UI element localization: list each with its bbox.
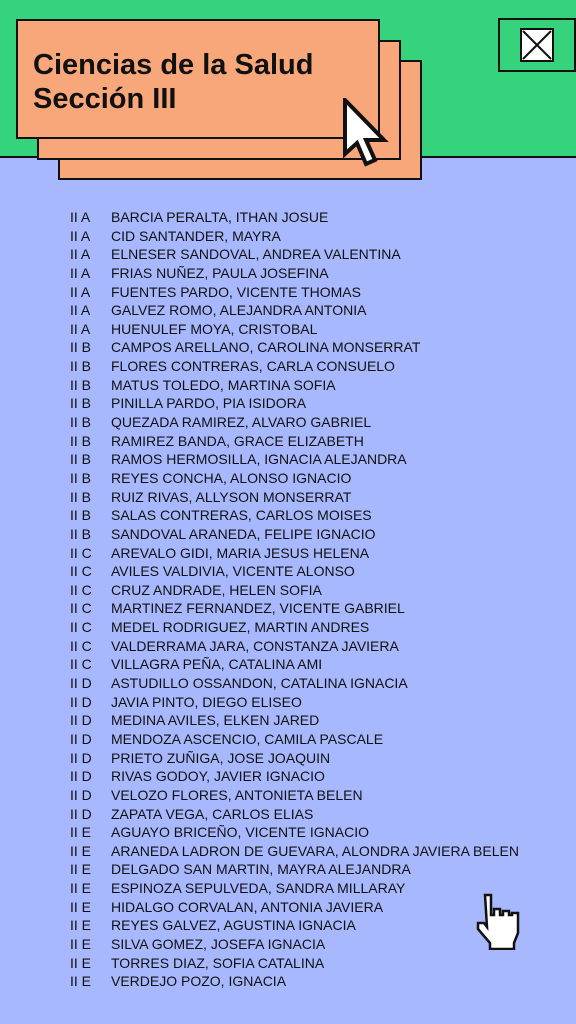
student-name: MARTINEZ FERNANDEZ, VICENTE GABRIEL <box>111 600 405 617</box>
page-title: Ciencias de la Salud Sección III <box>33 49 314 115</box>
section-label: II B <box>70 507 92 524</box>
student-name: MATUS TOLEDO, MARTINA SOFIA <box>111 376 336 393</box>
student-name: FRIAS NUÑEZ, PAULA JOSEFINA <box>111 264 329 281</box>
list-item <box>70 506 519 525</box>
student-name: HIDALGO CORVALAN, ANTONIA JAVIERA <box>111 898 384 915</box>
student-name: FLORES CONTRERAS, CARLA CONSUELO <box>111 358 395 375</box>
section-label: II A <box>70 283 91 300</box>
section-label: II E <box>70 824 92 841</box>
section-label: II D <box>70 693 92 710</box>
list-item <box>70 823 519 842</box>
student-list <box>70 208 519 991</box>
section-label: II D <box>70 786 92 803</box>
list-item <box>70 488 519 507</box>
list-item <box>70 655 519 674</box>
list-item <box>70 357 519 376</box>
section-label: II D <box>70 749 92 766</box>
section-label: II D <box>70 730 92 747</box>
section-label: II A <box>70 246 91 263</box>
section-label: II B <box>70 469 92 486</box>
section-label: II D <box>70 675 92 692</box>
list-item <box>70 898 519 917</box>
student-name: SILVA GOMEZ, JOSEFA IGNACIA <box>111 935 326 952</box>
section-label: II C <box>70 563 92 580</box>
list-item <box>70 749 519 768</box>
student-name: MENDOZA ASCENCIO, CAMILA PASCALE <box>111 730 384 747</box>
student-name: RAMIREZ BANDA, GRACE ELIZABETH <box>111 432 364 449</box>
student-name: ZAPATA VEGA, CARLOS ELIAS <box>111 805 314 822</box>
section-label: II E <box>70 917 92 934</box>
section-label: II C <box>70 600 92 617</box>
student-name: PINILLA PARDO, PIA ISIDORA <box>111 395 307 412</box>
section-label: II C <box>70 656 92 673</box>
student-name: FUENTES PARDO, VICENTE THOMAS <box>111 283 361 300</box>
list-item <box>70 599 519 618</box>
section-label: II A <box>70 209 91 225</box>
list-item <box>70 618 519 637</box>
student-name: MEDEL RODRIGUEZ, MARTIN ANDRES <box>111 619 370 636</box>
section-label: II D <box>70 768 92 785</box>
student-name: JAVIA PINTO, DIEGO ELISEO <box>111 693 302 710</box>
student-name: ASTUDILLO OSSANDON, CATALINA IGNACIA <box>111 675 408 692</box>
student-name: BARCIA PERALTA, ITHAN JOSUE <box>111 209 329 225</box>
list-item <box>70 301 519 320</box>
student-name: CAMPOS ARELLANO, CAROLINA MONSERRAT <box>111 339 421 356</box>
list-item <box>70 786 519 805</box>
arrow-cursor-icon <box>342 98 392 178</box>
list-item <box>70 711 519 730</box>
list-item <box>70 469 519 488</box>
student-name: VELOZO FLORES, ANTONIETA BELEN <box>111 786 363 803</box>
close-x-icon[interactable] <box>520 28 554 62</box>
section-label: II E <box>70 861 92 878</box>
section-label: II E <box>70 954 92 971</box>
student-name: RIVAS GODOY, JAVIER IGNACIO <box>111 768 325 785</box>
student-name: DELGADO SAN MARTIN, MAYRA ALEJANDRA <box>111 861 411 878</box>
student-name: RUIZ RIVAS, ALLYSON MONSERRAT <box>111 488 352 505</box>
list-item <box>70 916 519 935</box>
section-label: II B <box>70 376 92 393</box>
section-label: II E <box>70 935 92 952</box>
student-name: ESPINOZA SEPULVEDA, SANDRA MILLARAY <box>111 880 406 897</box>
list-item <box>70 954 519 973</box>
section-label: II B <box>70 414 92 431</box>
section-label: II B <box>70 432 92 449</box>
section-label: II D <box>70 805 92 822</box>
section-label: II B <box>70 451 92 468</box>
student-name: RAMOS HERMOSILLA, IGNACIA ALEJANDRA <box>111 451 407 468</box>
student-name: GALVEZ ROMO, ALEJANDRA ANTONIA <box>111 302 367 319</box>
list-item <box>70 637 519 656</box>
section-label: II C <box>70 544 92 561</box>
list-item <box>70 394 519 413</box>
list-item <box>70 413 519 432</box>
list-item <box>70 562 519 581</box>
list-item <box>70 693 519 712</box>
section-label: II B <box>70 339 92 356</box>
list-item <box>70 544 519 563</box>
student-name: AREVALO GIDI, MARIA JESUS HELENA <box>111 544 370 561</box>
list-item <box>70 320 519 339</box>
section-label: II E <box>70 973 92 990</box>
student-name: REYES CONCHA, ALONSO IGNACIO <box>111 469 352 486</box>
student-name: TORRES DIAZ, SOFIA CATALINA <box>111 954 325 971</box>
student-name: CID SANTANDER, MAYRA <box>111 227 281 244</box>
section-label: II B <box>70 525 92 542</box>
section-label: II C <box>70 637 92 654</box>
student-name: VERDEJO POZO, IGNACIA <box>111 973 287 990</box>
student-name: ARANEDA LADRON DE GUEVARA, ALONDRA JAVIERA BELEN <box>111 842 519 859</box>
section-label: II A <box>70 264 91 281</box>
list-item <box>70 338 519 357</box>
list-item <box>70 972 519 991</box>
section-label: II B <box>70 358 92 375</box>
student-name: SANDOVAL ARANEDA, FELIPE IGNACIO <box>111 525 376 542</box>
list-item <box>70 264 519 283</box>
student-name: SALAS CONTRERAS, CARLOS MOISES <box>111 507 372 524</box>
list-item <box>70 805 519 824</box>
list-item <box>70 674 519 693</box>
section-label: II C <box>70 619 92 636</box>
list-item <box>70 432 519 451</box>
list-item <box>70 935 519 954</box>
student-name: MEDINA AVILES, ELKEN JARED <box>111 712 320 729</box>
student-name: REYES GALVEZ, AGUSTINA IGNACIA <box>111 917 356 934</box>
list-item <box>70 450 519 469</box>
section-label: II C <box>70 581 92 598</box>
student-name: AVILES VALDIVIA, VICENTE ALONSO <box>111 563 355 580</box>
student-name: QUEZADA RAMIREZ, ALVARO GABRIEL <box>111 414 372 431</box>
list-item <box>70 730 519 749</box>
close-button[interactable] <box>498 18 576 72</box>
list-item <box>70 208 519 227</box>
list-item <box>70 842 519 861</box>
list-item <box>70 581 519 600</box>
student-name: ELNESER SANDOVAL, ANDREA VALENTINA <box>111 246 401 263</box>
list-item <box>70 879 519 898</box>
list-item <box>70 245 519 264</box>
student-name: HUENULEF MOYA, CRISTOBAL <box>111 320 318 337</box>
list-item <box>70 227 519 246</box>
section-label: II B <box>70 395 92 412</box>
list-item <box>70 860 519 879</box>
student-name: AGUAYO BRICEÑO, VICENTE IGNACIO <box>111 824 370 841</box>
section-label: II A <box>70 302 91 319</box>
list-item <box>70 376 519 395</box>
section-label: II E <box>70 880 92 897</box>
section-label: II D <box>70 712 92 729</box>
student-name: CRUZ ANDRADE, HELEN SOFIA <box>111 581 322 598</box>
list-item <box>70 283 519 302</box>
section-label: II E <box>70 898 92 915</box>
student-name: PRIETO ZUÑIGA, JOSE JOAQUIN <box>111 749 331 766</box>
list-item <box>70 767 519 786</box>
list-item <box>70 525 519 544</box>
section-label: II A <box>70 227 91 244</box>
section-label: II B <box>70 488 92 505</box>
section-label: II E <box>70 842 92 859</box>
student-name: VILLAGRA PEÑA, CATALINA AMI <box>111 656 323 673</box>
section-label: II A <box>70 320 91 337</box>
student-name: VALDERRAMA JARA, CONSTANZA JAVIERA <box>111 637 399 654</box>
